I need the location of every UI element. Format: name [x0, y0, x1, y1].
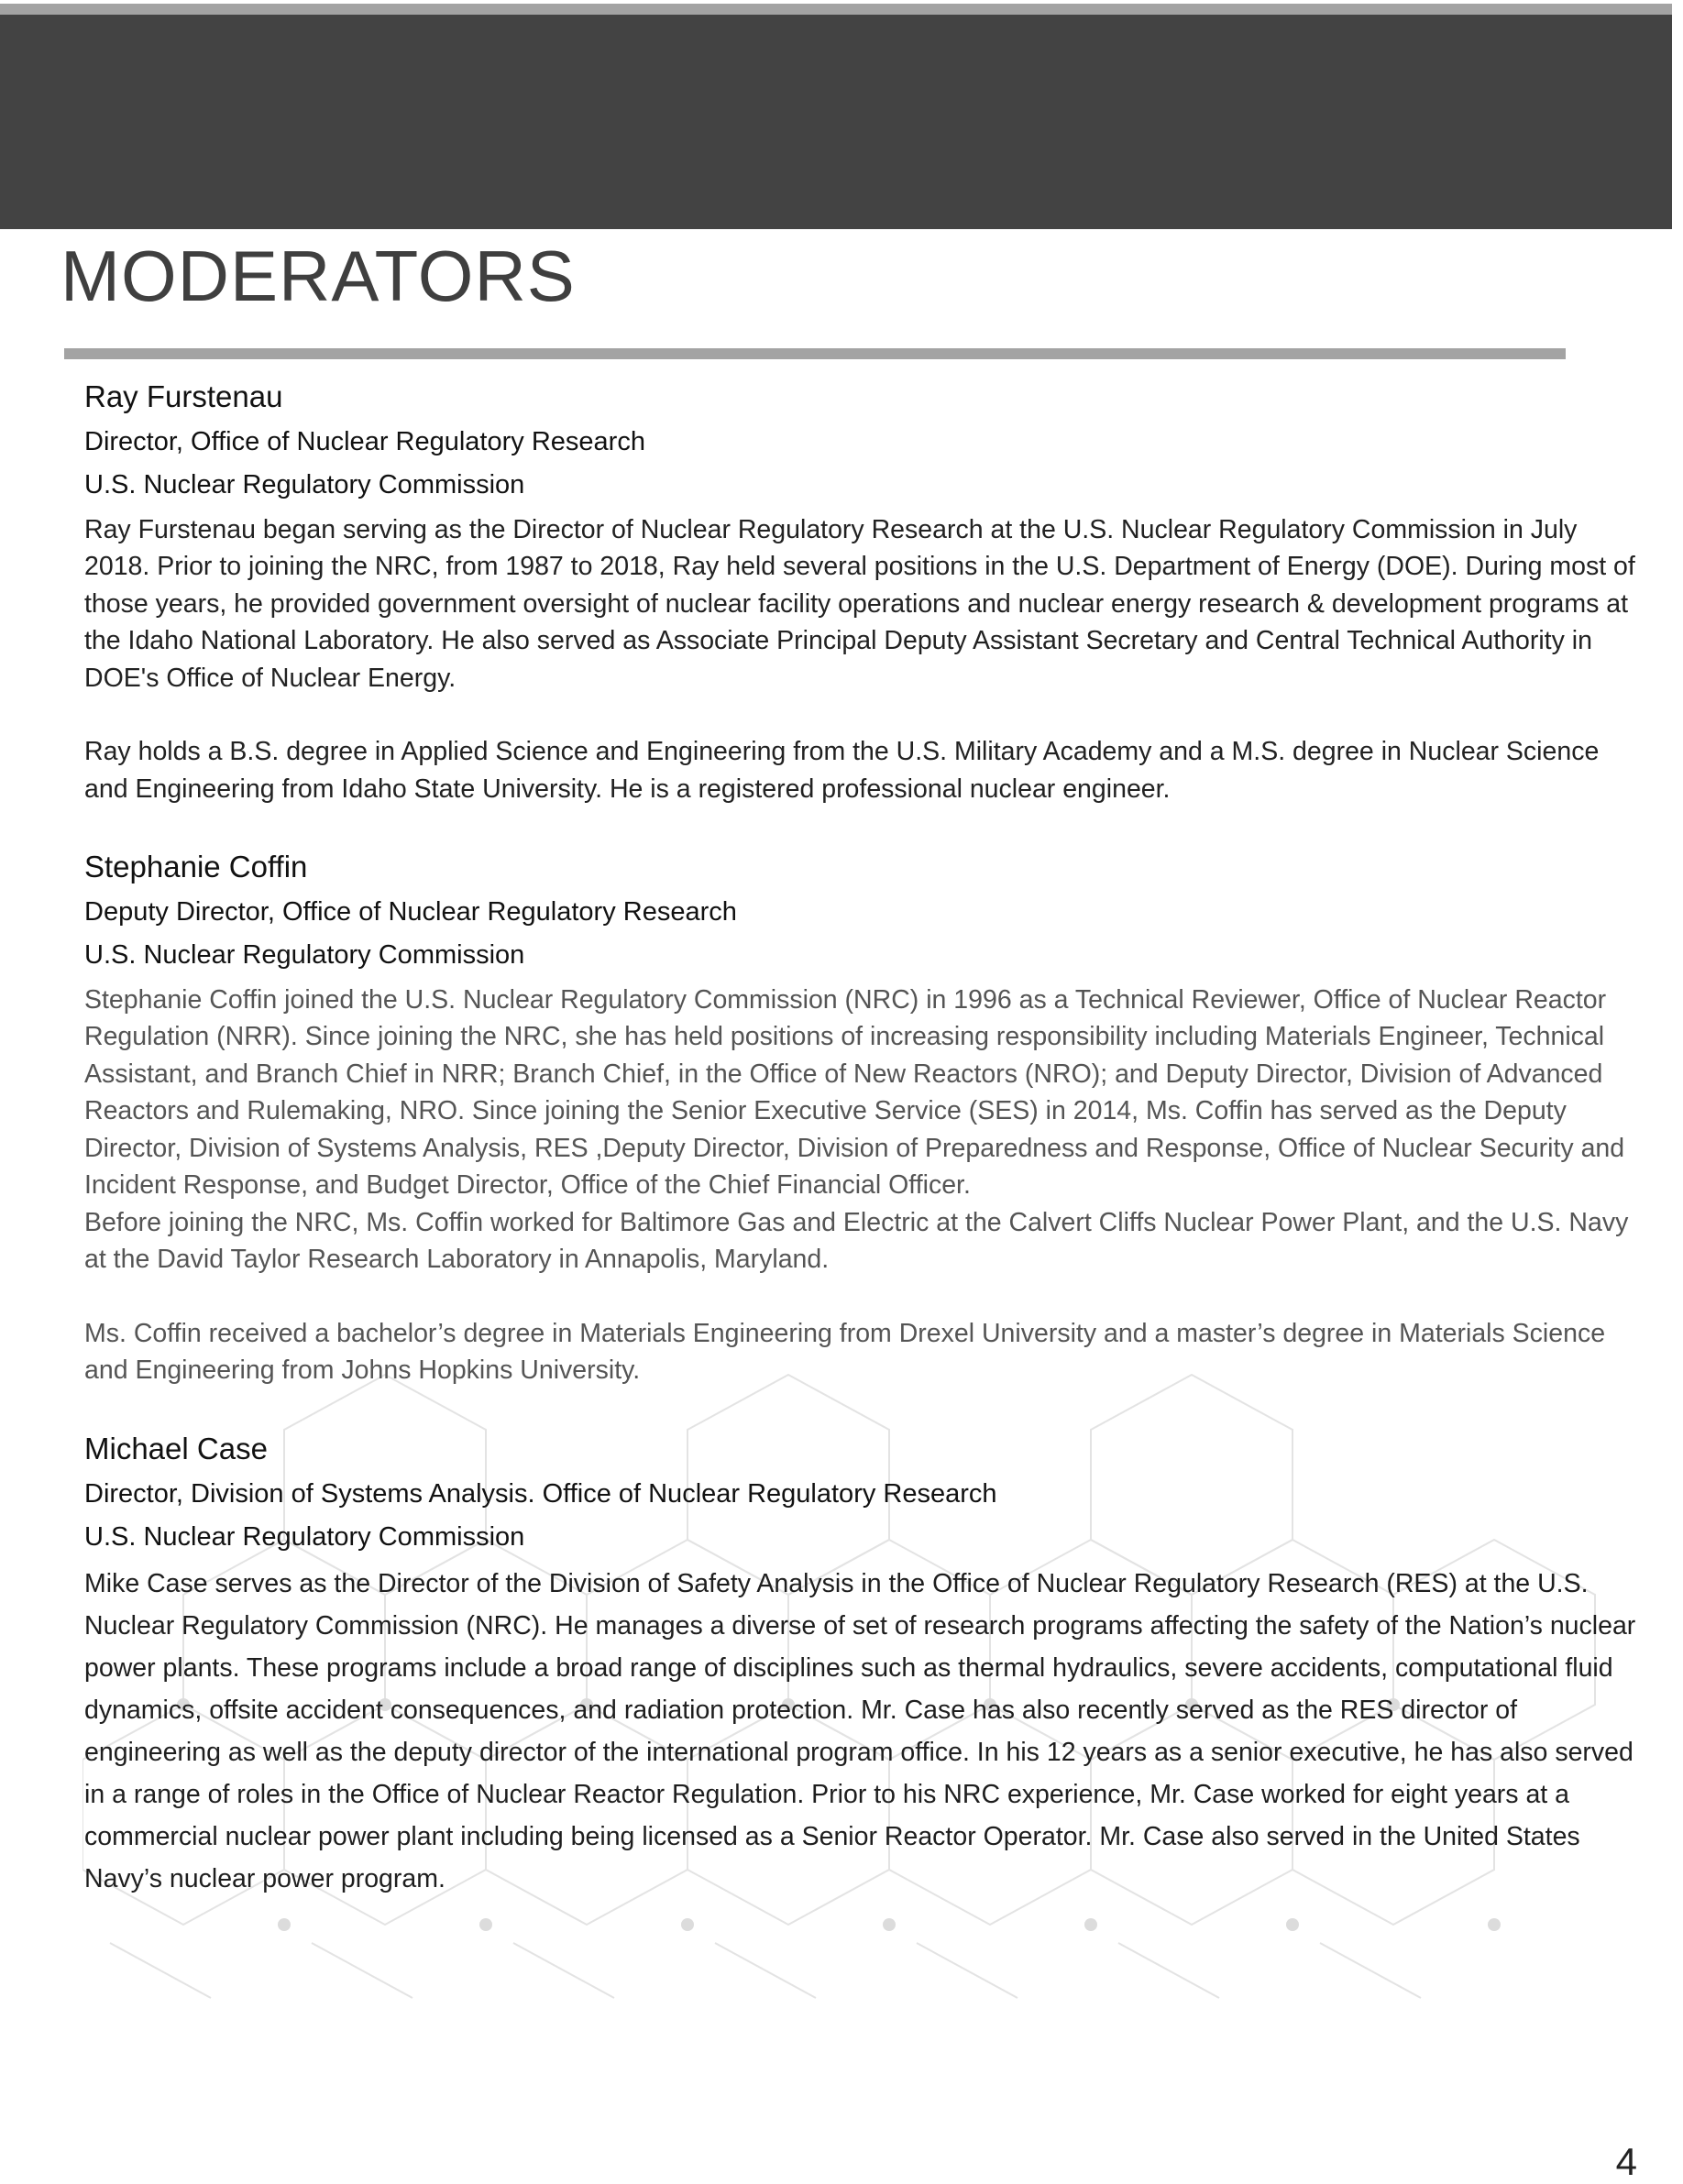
moderator-name: Stephanie Coffin [84, 850, 308, 884]
title-divider [64, 348, 1566, 359]
moderator-organization: U.S. Nuclear Regulatory Commission [84, 940, 525, 971]
moderator-organization: U.S. Nuclear Regulatory Commission [84, 470, 525, 500]
page-number: 4 [1615, 2140, 1637, 2183]
page-title: MODERATORS [60, 236, 576, 316]
moderator-name: Michael Case [84, 1431, 268, 1465]
moderator-title: Director, Office of Nuclear Regulatory Research [84, 427, 645, 457]
moderator-name: Ray Furstenau [84, 379, 283, 413]
bio-paragraph: Before joining the NRC, Ms. Coffin worked for Baltimore Gas and Electric at the Calvert Cliffs Nuclear Power Plant, and the U.S. Navy at the David Taylor Research Laboratory in Annapolis, Maryland. [84, 1207, 1629, 1275]
moderator-bio-stephanie-coffin [84, 848, 1643, 1389]
header-banner [0, 15, 1672, 229]
moderator-title: Director, Division of Systems Analysis. Office of Nuclear Regulatory Research [84, 1478, 997, 1509]
top-rule [0, 4, 1672, 15]
bio-paragraph: Mike Case serves as the Director of the Division of Safety Analysis in the Office of Nuclear Regulatory Research (RES) at the U.S. Nuclear Regulatory Commission (NRC). He manages a diverse of set of research programs affecting the safety of the Nation’s nuclear power plants. These programs include a broad range of disciplines such as thermal hydraulics, severe accidents, computational fluid dynamics, offsite accident consequences, and radiation protection. Mr. Case has also recently served as the RES director of engineering as well as the deputy director of the international program office. In his 12 years as a senior executive, he has also served in a range of roles in the Office of Nuclear Reactor Regulation. Prior to his NRC experience, Mr. Case worked for eight years at a commercial nuclear power plant including being licensed as a Senior Reactor Operator. Mr. Case also served in the United States Navy’s nuclear power program. [84, 1569, 1636, 1894]
bio-paragraph: Ms. Coffin received a bachelor’s degree in Materials Engineering from Drexel University and a master’s degree in Materials Science and Engineering from Johns Hopkins University. [84, 1318, 1606, 1386]
moderators-list [84, 378, 1643, 1900]
moderator-title: Deputy Director, Office of Nuclear Regulatory Research [84, 897, 737, 927]
moderator-bio-michael-case [84, 1430, 1643, 1901]
bio-paragraph: Ray Furstenau began serving as the Director of Nuclear Regulatory Research at the U.S. Nuclear Regulatory Commission in July 2018. Prior to joining the NRC, from 1987 to 2018, Ray held several positions in the U.S. Department of Energy (DOE). During most of those years, he provided government oversight of nuclear facility operations and nuclear energy research & development programs at the Idaho National Laboratory. He also served as Associate Principal Deputy Assistant Secretary and Central Technical Authority in DOE's Office of Nuclear Energy. [84, 514, 1635, 693]
moderator-bio-ray-furstenau [84, 378, 1643, 807]
bio-paragraph: Stephanie Coffin joined the U.S. Nuclear Regulatory Commission (NRC) in 1996 as a Technical Reviewer, Office of Nuclear Reactor Regulation (NRR). Since joining the NRC, she has held positions of increasing responsibility including Materials Engineer, Technical Assistant, and Branch Chief in NRR; Branch Chief, in the Office of New Reactors (NRO); and Deputy Director, Division of Advanced Reactors and Rulemaking, NRO. Since joining the Senior Executive Service (SES) in 2014, Ms. Coffin has served as the Deputy Director, Division of Systems Analysis, RES ,Deputy Director, Division of Preparedness and Response, Office of Nuclear Security and Incident Response, and Budget Director, Office of the Chief Financial Officer. [84, 984, 1625, 1201]
moderator-organization: U.S. Nuclear Regulatory Commission [84, 1521, 525, 1552]
bio-paragraph: Ray holds a B.S. degree in Applied Science and Engineering from the U.S. Military Academy and a M.S. degree in Nuclear Science and Engineering from Idaho State University. He is a registered professional nuclear engineer. [84, 737, 1600, 804]
